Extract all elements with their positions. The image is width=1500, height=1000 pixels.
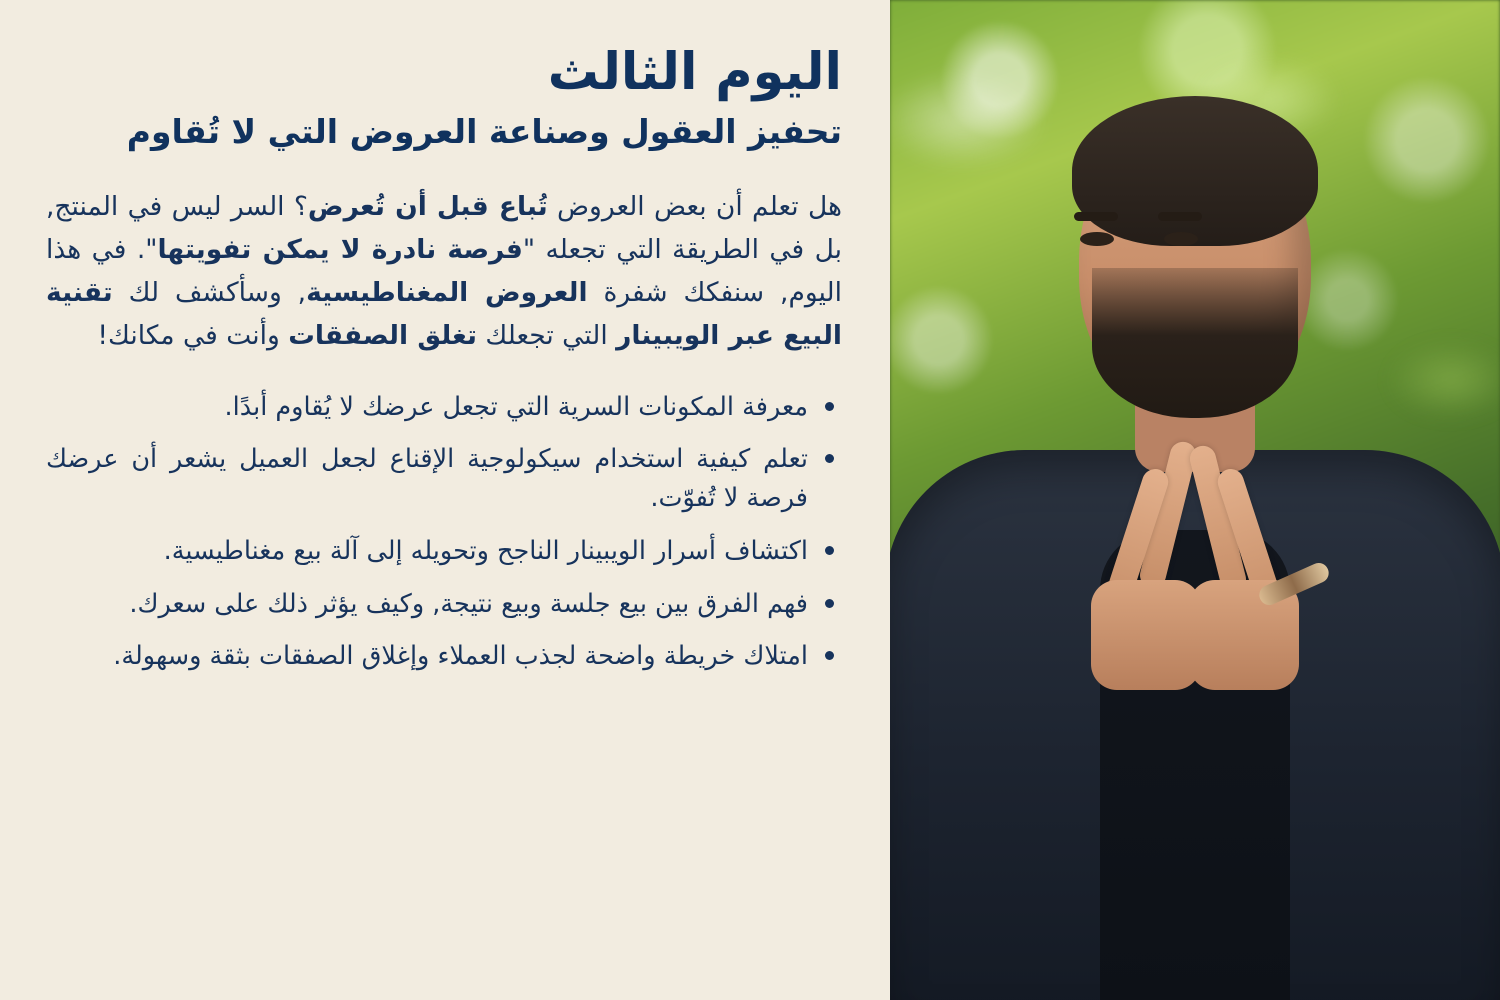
list-item: تعلم كيفية استخدام سيكولوجية الإقناع لجعل العميل يشعر أن عرضك فرصة لا تُفوّت. xyxy=(46,440,842,518)
intro-text: , وسأكشف لك xyxy=(112,276,307,308)
eye-left xyxy=(1080,232,1114,246)
eyebrow-left xyxy=(1074,212,1118,221)
intro-emphasis: تقنية البيع عبر الويبينار xyxy=(46,276,842,351)
list-item: معرفة المكونات السرية التي تجعل عرضك لا يُقاوم أبدًا. xyxy=(46,388,842,427)
list-item: فهم الفرق بين بيع جلسة وبيع نتيجة, وكيف يؤثر ذلك على سعرك. xyxy=(46,585,842,624)
eyebrow-right xyxy=(1158,212,1202,221)
list-item: امتلاك خريطة واضحة لجذب العملاء وإغلاق الصفقات بثقة وسهولة. xyxy=(46,637,842,676)
page-title: اليوم الثالث xyxy=(547,43,842,102)
page-subtitle: تحفيز العقول وصناعة العروض التي لا تُقاوم xyxy=(126,111,842,151)
intro-text: وأنت في مكانك! xyxy=(97,319,289,351)
intro-text: ". في هذا اليوم, سنفكك شفرة xyxy=(46,233,842,308)
eye-right xyxy=(1164,232,1198,246)
intro-paragraph xyxy=(46,186,842,358)
palm-left xyxy=(1091,580,1201,690)
intro-text: ؟ السر ليس في المنتج, بل في الطريقة التي تجعله " xyxy=(46,190,843,265)
intro-text: التي تجعلك xyxy=(476,319,617,351)
intro-emphasis: تُباع قبل أن تُعرض xyxy=(307,190,548,222)
steepled-hands xyxy=(1045,440,1345,690)
speaker-photo xyxy=(890,0,1500,1000)
intro-text: هل تعلم أن بعض العروض xyxy=(547,190,842,222)
intro-emphasis: تغلق الصفقات xyxy=(288,319,477,351)
benefits-list xyxy=(46,388,842,677)
beard xyxy=(1092,268,1298,418)
intro-emphasis: العروض المغناطيسية xyxy=(306,276,588,308)
intro-emphasis: فرصة نادرة لا يمكن تفويتها xyxy=(157,233,523,265)
list-item: اكتشاف أسرار الويبينار الناجح وتحويله إلى آلة بيع مغناطيسية. xyxy=(46,532,842,571)
hair xyxy=(1072,96,1318,246)
person-figure xyxy=(890,0,1500,1000)
